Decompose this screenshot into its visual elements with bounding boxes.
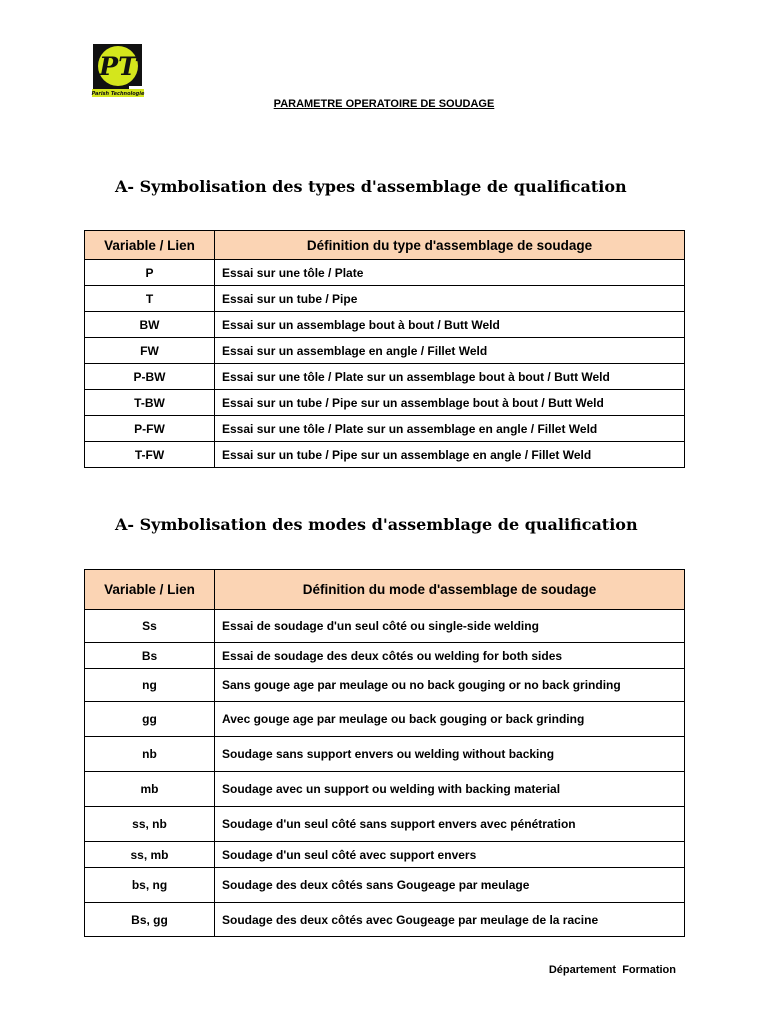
table-row bbox=[85, 669, 685, 702]
footer-department: Département Formation bbox=[548, 964, 676, 976]
definition-cell: Essai sur une tôle / Plate bbox=[215, 260, 685, 286]
variable-cell: ng bbox=[85, 669, 215, 702]
variable-cell: BW bbox=[85, 312, 215, 338]
variable-cell: T-BW bbox=[85, 390, 215, 416]
table-row bbox=[85, 903, 685, 937]
section-heading-types: A- Symbolisation des types d'assemblage de qualification bbox=[115, 177, 627, 196]
table-row bbox=[85, 702, 685, 737]
definition-cell: Essai sur une tôle / Plate sur un assemblage en angle / Fillet Weld bbox=[215, 416, 685, 442]
assembly-modes-table bbox=[84, 569, 685, 937]
definition-cell: Essai sur un tube / Pipe bbox=[215, 286, 685, 312]
company-logo bbox=[89, 42, 146, 99]
table-row bbox=[85, 737, 685, 772]
definition-cell: Essai sur un assemblage bout à bout / Butt Weld bbox=[215, 312, 685, 338]
variable-cell: T-FW bbox=[85, 442, 215, 468]
table-row bbox=[85, 286, 685, 312]
definition-cell: Essai sur un tube / Pipe sur un assemblage bout à bout / Butt Weld bbox=[215, 390, 685, 416]
variable-cell: Bs, gg bbox=[85, 903, 215, 937]
table-row bbox=[85, 868, 685, 903]
definition-cell: Essai de soudage d'un seul côté ou single-side welding bbox=[215, 610, 685, 643]
table-header-row bbox=[85, 231, 685, 260]
definition-cell: Sans gouge age par meulage ou no back gouging or no back grinding bbox=[215, 669, 685, 702]
variable-cell: P bbox=[85, 260, 215, 286]
variable-cell: ss, mb bbox=[85, 842, 215, 868]
table-row bbox=[85, 842, 685, 868]
column-header-definition: Définition du type d'assemblage de soudage bbox=[215, 231, 685, 260]
table-header-row bbox=[85, 570, 685, 610]
variable-cell: T bbox=[85, 286, 215, 312]
definition-cell: Soudage sans support envers ou welding without backing bbox=[215, 737, 685, 772]
variable-cell: Ss bbox=[85, 610, 215, 643]
document-title: PARAMETRE OPERATOIRE DE SOUDAGE bbox=[273, 98, 495, 110]
column-header-definition: Définition du mode d'assemblage de soudage bbox=[215, 570, 685, 610]
definition-cell: Essai de soudage des deux côtés ou welding for both sides bbox=[215, 643, 685, 669]
definition-cell: Soudage avec un support ou welding with backing material bbox=[215, 772, 685, 807]
svg-text:Parish Technologie: Parish Technologie bbox=[91, 91, 145, 97]
definition-cell: Avec gouge age par meulage ou back gouging or back grinding bbox=[215, 702, 685, 737]
table-row bbox=[85, 610, 685, 643]
variable-cell: Bs bbox=[85, 643, 215, 669]
table-row bbox=[85, 390, 685, 416]
definition-cell: Essai sur un tube / Pipe sur un assemblage en angle / Fillet Weld bbox=[215, 442, 685, 468]
column-header-variable: Variable / Lien bbox=[85, 570, 215, 610]
table-row bbox=[85, 442, 685, 468]
definition-cell: Soudage des deux côtés avec Gougeage par meulage de la racine bbox=[215, 903, 685, 937]
definition-cell: Soudage d'un seul côté avec support envers bbox=[215, 842, 685, 868]
definition-cell: Soudage d'un seul côté sans support envers avec pénétration bbox=[215, 807, 685, 842]
table-row bbox=[85, 260, 685, 286]
table-row bbox=[85, 338, 685, 364]
svg-text:PT: PT bbox=[99, 52, 137, 81]
variable-cell: ss, nb bbox=[85, 807, 215, 842]
table-row bbox=[85, 312, 685, 338]
variable-cell: P-FW bbox=[85, 416, 215, 442]
variable-cell: gg bbox=[85, 702, 215, 737]
variable-cell: P-BW bbox=[85, 364, 215, 390]
table-row bbox=[85, 364, 685, 390]
variable-cell: FW bbox=[85, 338, 215, 364]
definition-cell: Essai sur une tôle / Plate sur un assemblage bout à bout / Butt Weld bbox=[215, 364, 685, 390]
variable-cell: nb bbox=[85, 737, 215, 772]
table-row bbox=[85, 807, 685, 842]
logo-graphic bbox=[89, 42, 146, 99]
table-row bbox=[85, 416, 685, 442]
table-row bbox=[85, 772, 685, 807]
variable-cell: mb bbox=[85, 772, 215, 807]
column-header-variable: Variable / Lien bbox=[85, 231, 215, 260]
section-heading-modes: A- Symbolisation des modes d'assemblage de qualification bbox=[115, 515, 638, 534]
definition-cell: Essai sur un assemblage en angle / Fillet Weld bbox=[215, 338, 685, 364]
table-row bbox=[85, 643, 685, 669]
variable-cell: bs, ng bbox=[85, 868, 215, 903]
assembly-types-table bbox=[84, 230, 685, 468]
definition-cell: Soudage des deux côtés sans Gougeage par meulage bbox=[215, 868, 685, 903]
